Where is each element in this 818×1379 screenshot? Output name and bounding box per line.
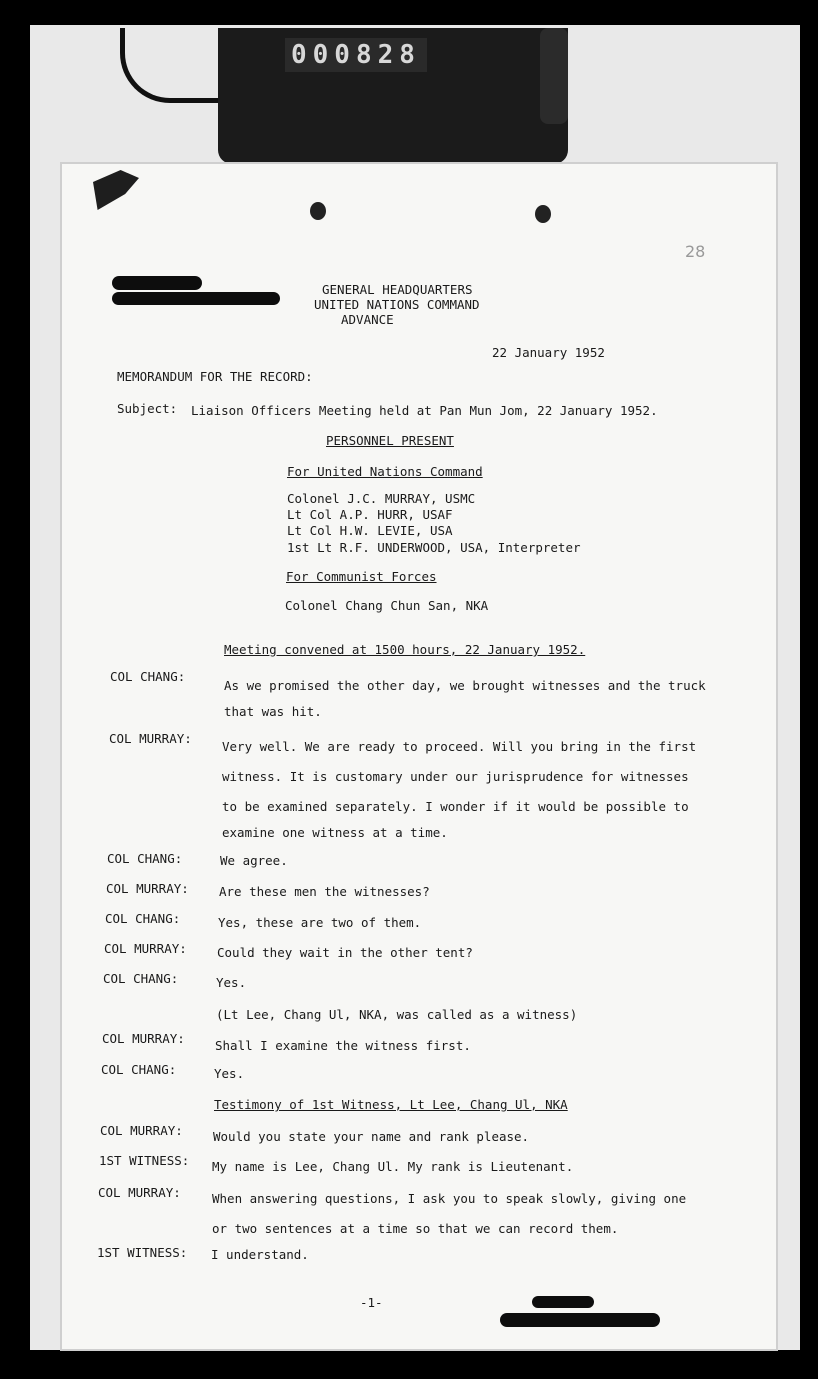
dialogue-line: Shall I examine the witness first. xyxy=(215,1038,471,1053)
communist-heading: For Communist Forces xyxy=(286,569,437,584)
redaction-bar xyxy=(112,276,202,290)
dialogue-line: to be examined separately. I wonder if it would be possible to xyxy=(222,799,689,814)
dialogue-line: As we promised the other day, we brought witnesses and the truck xyxy=(224,678,706,693)
dialogue-line: Very well. We are ready to proceed. Will you bring in the first xyxy=(222,739,697,754)
memo-label: MEMORANDUM FOR THE RECORD: xyxy=(117,369,313,384)
page-number: -1- xyxy=(360,1295,383,1310)
stage-direction: (Lt Lee, Chang Ul, NKA, was called as a witness) xyxy=(216,1007,578,1022)
dialogue-line: I understand. xyxy=(211,1247,309,1262)
speaker-label: 1ST WITNESS: xyxy=(97,1245,188,1260)
redaction-bar xyxy=(500,1313,660,1327)
dialogue-line: Yes. xyxy=(216,975,247,990)
speaker-label: COL MURRAY: xyxy=(109,731,192,746)
un-member: 1st Lt R.F. UNDERWOOD, USA, Interpreter xyxy=(287,540,581,555)
punch-hole-right xyxy=(535,205,551,223)
memo-date: 22 January 1952 xyxy=(492,345,605,360)
speaker-label: COL CHANG: xyxy=(105,911,181,926)
speaker-label: COL CHANG: xyxy=(107,851,183,866)
communist-member: Colonel Chang Chun San, NKA xyxy=(285,598,489,613)
speaker-label: COL MURRAY: xyxy=(98,1185,181,1200)
un-member: Lt Col H.W. LEVIE, USA xyxy=(287,523,453,538)
speaker-label: COL CHANG: xyxy=(103,971,179,986)
personnel-heading: PERSONNEL PRESENT xyxy=(326,433,454,448)
frame-counter: 000828 xyxy=(285,38,427,72)
speaker-label: COL MURRAY: xyxy=(104,941,187,956)
speaker-label: COL MURRAY: xyxy=(102,1031,185,1046)
dialogue-line: or two sentences at a time so that we can record them. xyxy=(212,1221,619,1236)
dialogue-line: examine one witness at a time. xyxy=(222,825,448,840)
redaction-bar xyxy=(112,292,280,305)
dialogue-line: Would you state your name and rank please. xyxy=(213,1129,530,1144)
header-line-1: GENERAL HEADQUARTERS xyxy=(322,282,473,297)
speaker-label: COL CHANG: xyxy=(110,669,186,684)
dialogue-line: Yes, these are two of them. xyxy=(218,915,422,930)
un-member: Colonel J.C. MURRAY, USMC xyxy=(287,491,476,506)
speaker-label: COL MURRAY: xyxy=(100,1123,183,1138)
speaker-label: 1ST WITNESS: xyxy=(99,1153,190,1168)
punch-hole-left xyxy=(310,202,326,220)
un-member: Lt Col A.P. HURR, USAF xyxy=(287,507,453,522)
page-mark: 28 xyxy=(685,242,706,261)
subject-label: Subject: xyxy=(117,401,178,416)
dialogue-line: We agree. xyxy=(220,853,288,868)
dialogue-line: witness. It is customary under our jurisprudence for witnesses xyxy=(222,769,689,784)
speaker-label: COL MURRAY: xyxy=(106,881,189,896)
redaction-bar xyxy=(532,1296,594,1308)
stamper-housing xyxy=(540,28,568,124)
header-line-2: UNITED NATIONS COMMAND xyxy=(314,297,480,312)
meeting-line: Meeting convened at 1500 hours, 22 January 1952. xyxy=(224,642,586,657)
dialogue-line: Yes. xyxy=(214,1066,245,1081)
dialogue-line: My name is Lee, Chang Ul. My rank is Lieutenant. xyxy=(212,1159,574,1174)
dialogue-line: that was hit. xyxy=(224,704,322,719)
un-heading: For United Nations Command xyxy=(287,464,483,479)
header-line-3: ADVANCE xyxy=(341,312,394,327)
dialogue-line: Are these men the witnesses? xyxy=(219,884,430,899)
testimony-heading: Testimony of 1st Witness, Lt Lee, Chang Ul, NKA xyxy=(214,1097,568,1112)
dialogue-line: Could they wait in the other tent? xyxy=(217,945,473,960)
speaker-label: COL CHANG: xyxy=(101,1062,177,1077)
subject-text: Liaison Officers Meeting held at Pan Mun Jom, 22 January 1952. xyxy=(191,403,658,418)
dialogue-line: When answering questions, I ask you to speak slowly, giving one xyxy=(212,1191,687,1206)
